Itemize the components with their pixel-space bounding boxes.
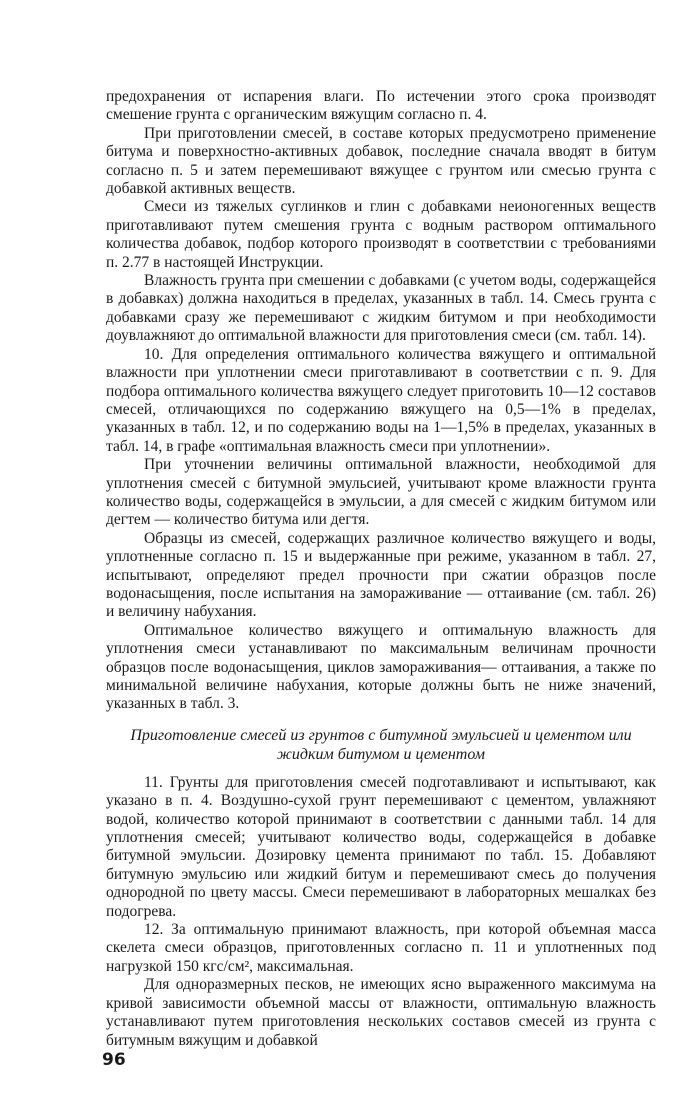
paragraph: При приготовлении смесей, в составе которых предусмотрено применение битума и поверхностно-активных добавок, последние сначала вводят в битум согласно п. 5 и затем перемешивают вяжущее с грунтом или смесью грунта с добавкой активных веществ. <box>106 124 656 198</box>
paragraph: 12. За оптимальную принимают влажность, при которой объемная масса скелета смеси образцов, приготовленных согласно п. 11 и уплотненных под нагрузкой 150 кгс/см², максимальная. <box>106 921 656 975</box>
body-text-before-heading <box>106 88 656 714</box>
paragraph: Для одноразмерных песков, не имеющих ясно выраженного максимума на кривой зависимости объемной массы от влажности, оптимальную влажность устанавливают путем приготовления нескольких составов смесей из грунта с битумным вяжущим и добавкой <box>106 976 656 1049</box>
paragraph: Влажность грунта при смешении с добавками (с учетом воды, содержащейся в добавках) должна находиться в пределах, указанных в табл. 14. Смесь грунта с добавками сразу же перемешивают с жидким битумом и при необходимости доувлажняют до оптимальной влажности для приготовления смеси (см. табл. 14). <box>106 272 656 345</box>
paragraph: Образцы из смесей, содержащих различное количество вяжущего и воды, уплотненные согласно п. 15 и выдержанные при режиме, указанном в табл. 27, испытывают, определяют предел прочности при сжатии образцов после водонасыщения, после испытания на замораживание — оттаивание (см. табл. 26) и величину набухания. <box>106 529 656 621</box>
paragraph: При уточнении величины оптимальной влажности, необходимой для уплотнения смесей с битумной эмульсией, учитывают кроме влажности грунта количество воды, содержащейся в эмульсии, а для смесей с жидким битумом или дегтем — количество битума или дегтя. <box>106 456 656 529</box>
body-text-after-heading <box>106 774 656 1050</box>
paragraph: Оптимальное количество вяжущего и оптимальную влажность для уплотнения смеси устанавливают по максимальным величинам прочности образцов после водонасыщения, циклов замораживания— оттаивания, а также по минимальной величине набухания, которые должны быть не ниже значений, указанных в табл. 3. <box>106 621 656 713</box>
paragraph: 10. Для определения оптимального количества вяжущего и оптимальной влажности при уплотнении смеси приготавливают в соответствии с п. 9. Для подбора оптимального количества вяжущего следует приготовить 10—12 составов смесей, отличающихся по содержанию вяжущего на 0,5—1% в пределах, указанных в табл. 12, и по содержанию воды на 1—1,5% в пределах, указанных в табл. 14, в графе «оптимальная влажность смеси при уплотнении». <box>106 345 656 455</box>
section-heading: Приготовление смесей из грунтов с битумной эмульсией и цементом или жидким битумом и цементом <box>130 726 632 763</box>
paragraph: предохранения от испарения влаги. По истечении этого срока производят смешение грунта с органическим вяжущим согласно п. 4. <box>106 88 656 124</box>
paragraph: 11. Грунты для приготовления смесей подготавливают и испытывают, как указано в п. 4. Воздушно-сухой грунт перемешивают с цементом, увлажняют водой, количество которой принимают в соответствии с данными табл. 14 для уплотнения смесей; учитывают количество воды, содержащейся в добавке битумной эмульсии. Дозировку цемента принимают по табл. 15. Добавляют битумную эмульсию или жидкий битум и перемешивают смесь до получения однородной по цвету массы. Смеси перемешивают в лабораторных мешалках без подогрева. <box>106 773 656 920</box>
page-number: 96 <box>102 1050 126 1070</box>
paragraph: Смеси из тяжелых суглинков и глин с добавками неионогенных веществ приготавливают путем смешения грунта с водным раствором оптимального количества добавок, подбор которого производят в соответствии с требованиями п. 2.77 в настоящей Инструкции. <box>106 198 656 271</box>
